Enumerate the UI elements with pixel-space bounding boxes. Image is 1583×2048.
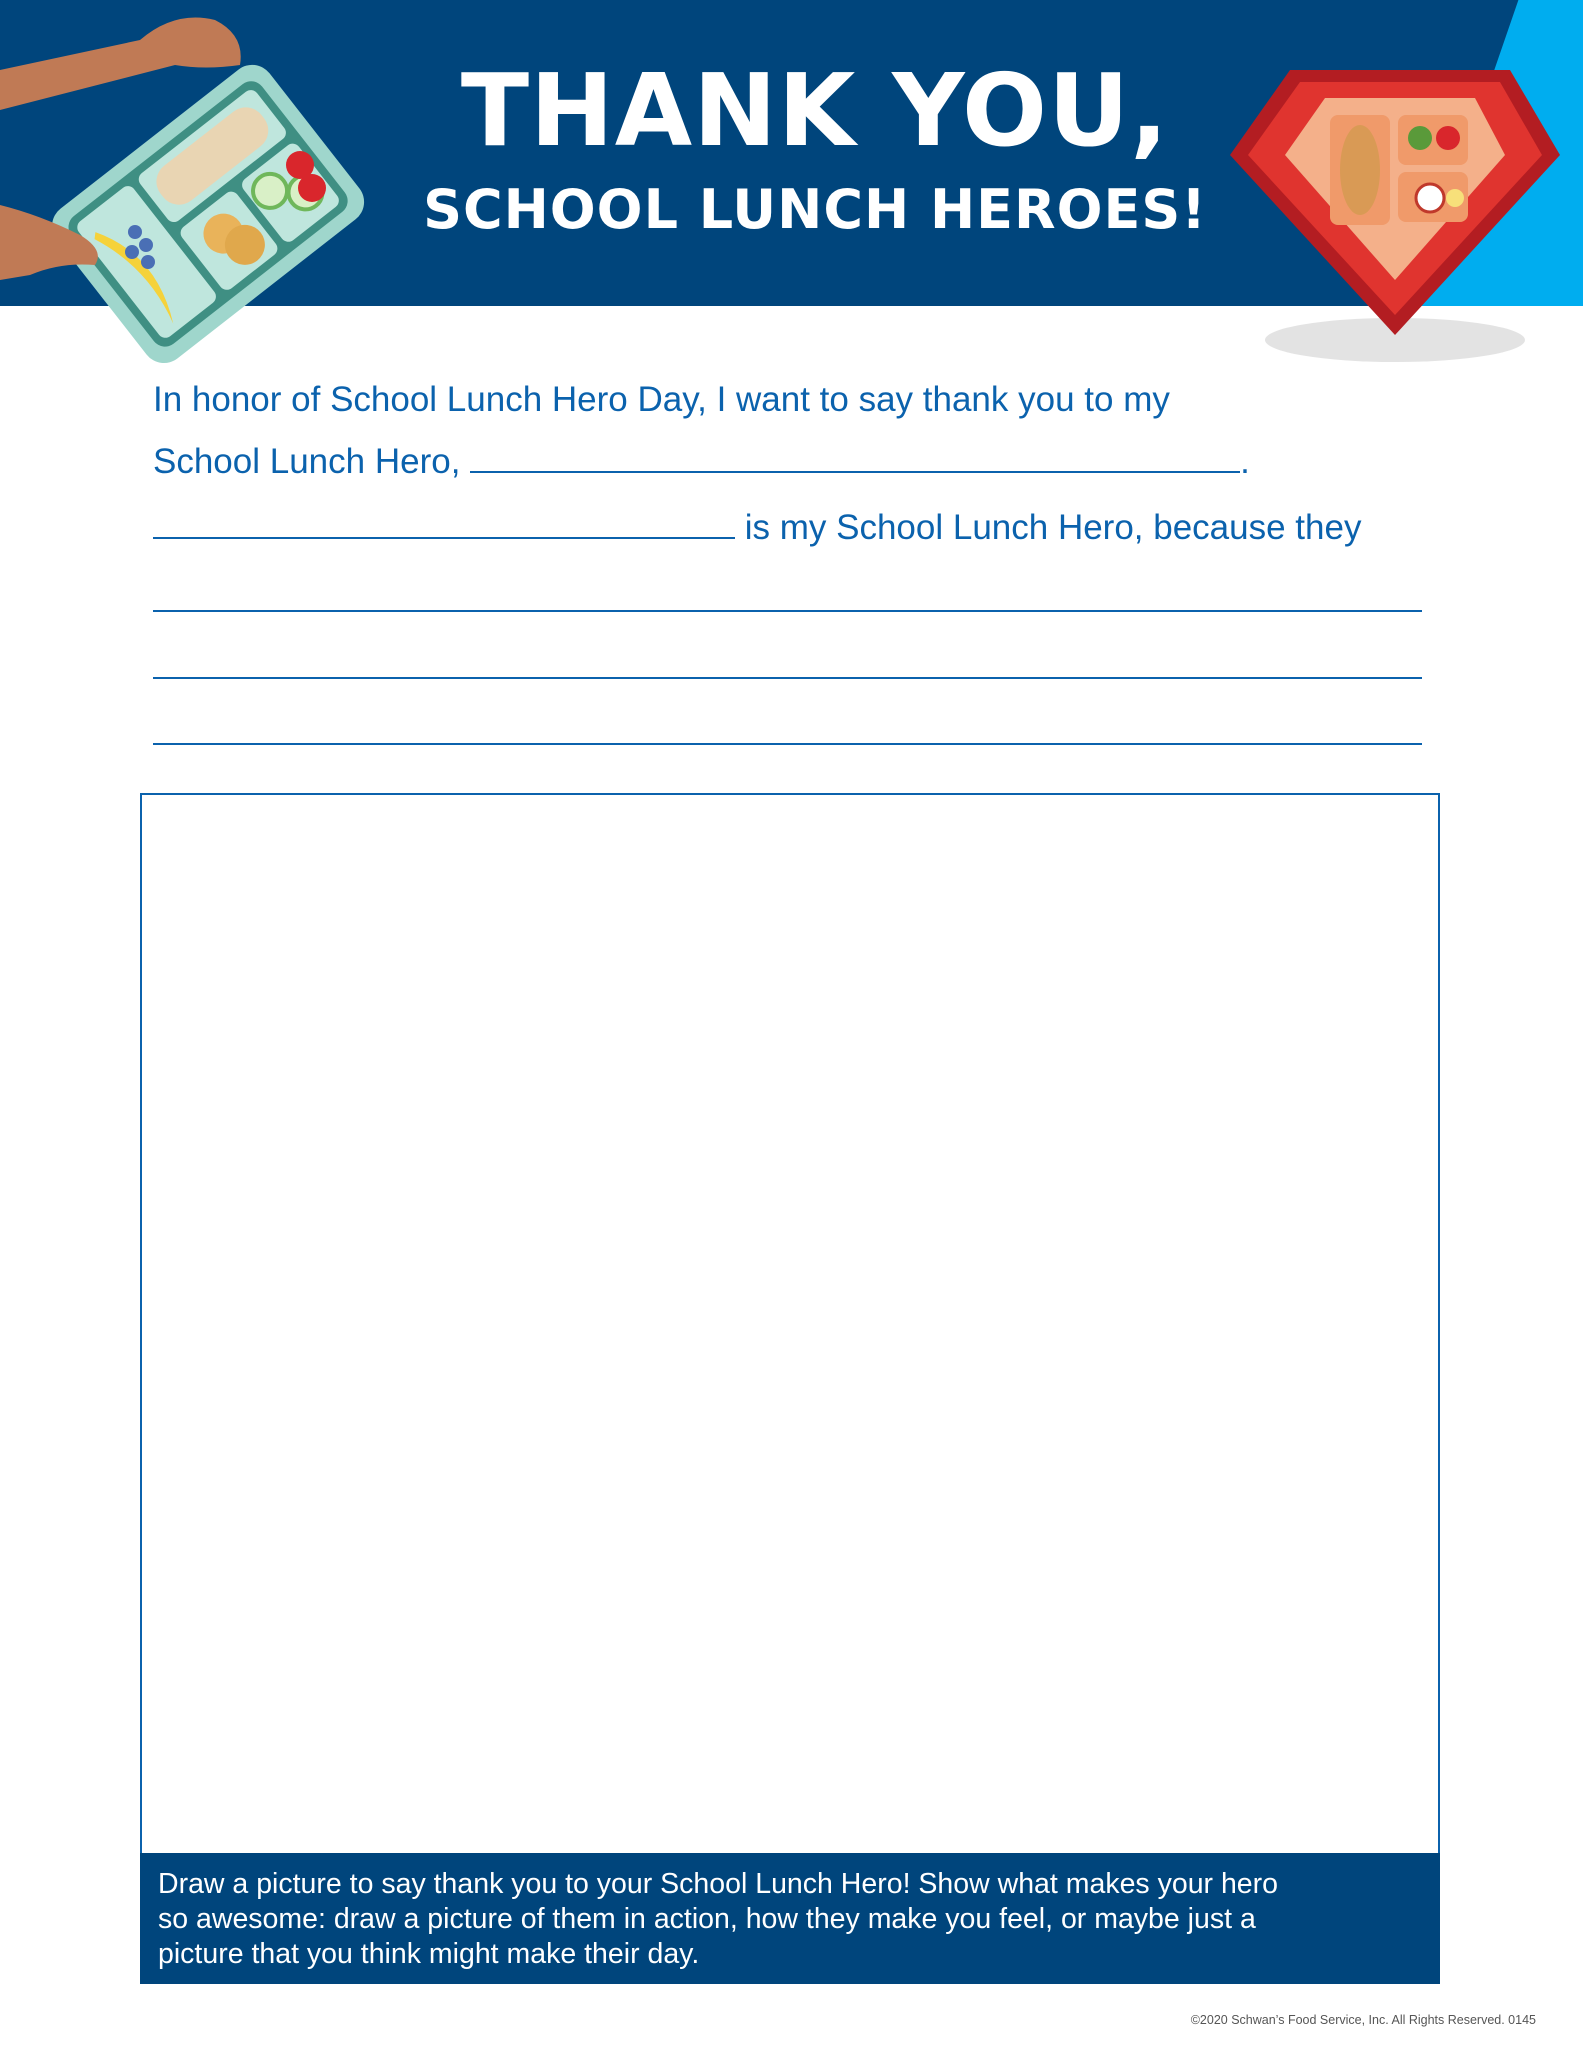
page-title: THANK YOU,: [460, 52, 1170, 169]
hero-shield-icon: [1220, 60, 1570, 380]
instructions-line-1: Draw a picture to say thank you to your School Lunch Hero! Show what makes your hero: [158, 1868, 1278, 1900]
because-text: is my School Lunch Hero, because they: [744, 508, 1362, 547]
hero-name-blank-2[interactable]: [153, 509, 735, 539]
hero-name-blank[interactable]: [470, 443, 1240, 473]
page-subtitle: SCHOOL LUNCH HEROES!: [423, 178, 1207, 241]
lunch-tray-icon: [0, 0, 380, 380]
intro-line-1: In honor of School Lunch Hero Day, I want to say thank you to my: [153, 380, 1170, 419]
instructions-line-3: picture that you think might make their day.: [158, 1938, 700, 1970]
instructions-line-2: so awesome: draw a picture of them in action, how they make you feel, or maybe just a: [158, 1903, 1256, 1935]
drawing-area[interactable]: [140, 793, 1440, 1983]
intro-line-2: [153, 440, 1250, 484]
copyright-notice: ©2020 Schwan’s Food Service, Inc. All Rights Reserved. 0145: [1190, 2013, 1536, 2027]
hero-label-text: School Lunch Hero,: [153, 442, 461, 481]
intro-line-3: [153, 506, 1361, 550]
drawing-instructions: [140, 1853, 1440, 1984]
answer-line-1[interactable]: [153, 610, 1422, 612]
answer-line-2[interactable]: [153, 677, 1422, 679]
line-end-period: .: [1240, 442, 1250, 481]
answer-line-3[interactable]: [153, 743, 1422, 745]
